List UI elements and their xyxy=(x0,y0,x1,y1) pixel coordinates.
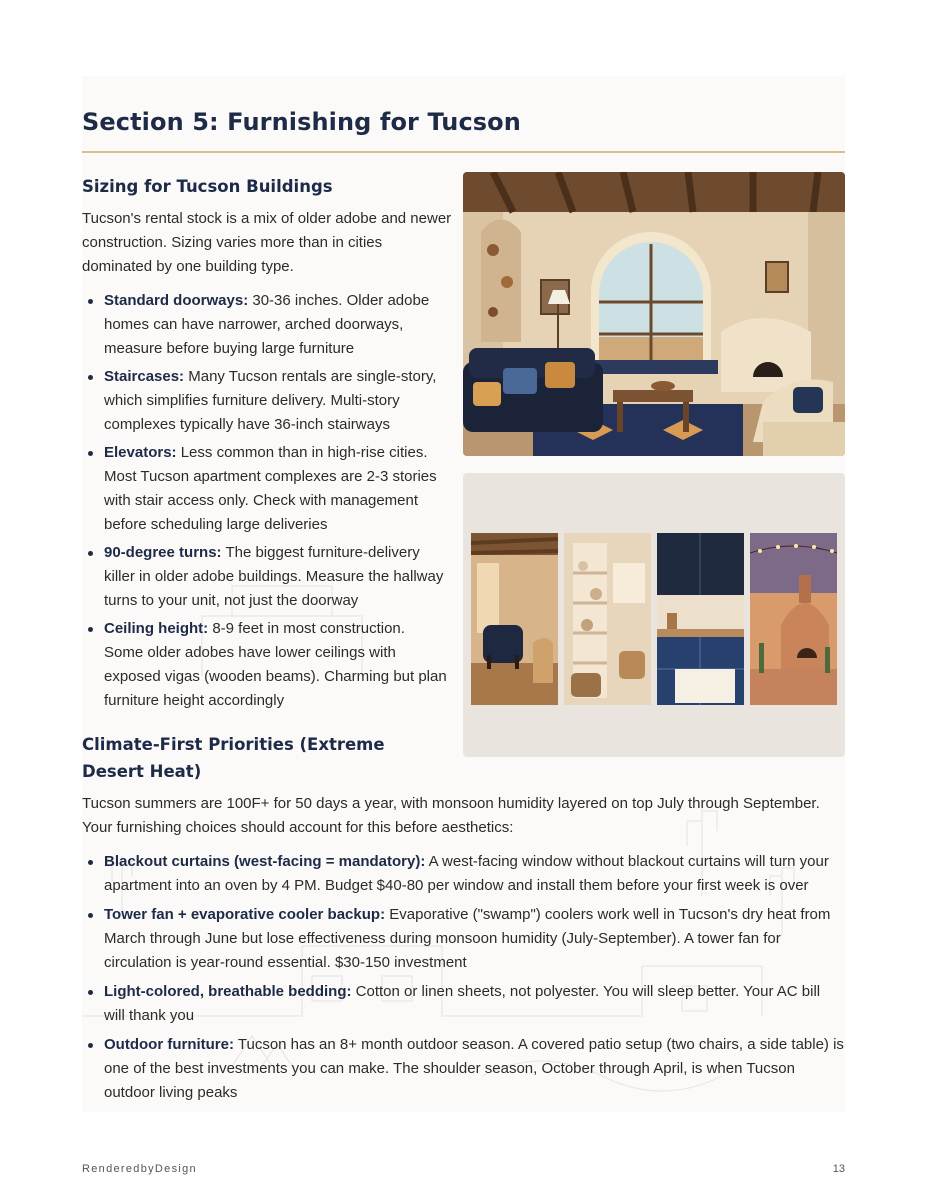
climate-list xyxy=(82,850,844,1110)
page-title: Section 5: Furnishing for Tucson xyxy=(82,108,521,136)
item-text: A west-facing window without blackout curtains will turn your apartment into an oven by 4 PM. Budget $40-80 per window and install them before your first week is over xyxy=(104,853,829,894)
item-label: 90-degree turns: xyxy=(104,544,222,561)
page-number: 13 xyxy=(832,1163,845,1175)
item-text: 30-36 inches. Older adobe homes can have narrower, arched doorways, measure before buying large furniture xyxy=(104,292,430,357)
living-room-photo xyxy=(463,172,845,456)
item-label: Staircases: xyxy=(104,368,185,385)
climate-intro: Tucson summers are 100F+ for 50 days a year, with monsoon humidity layered on top July through September. Your furnishing choices should account for this before aesthetics: xyxy=(82,795,820,836)
list-item xyxy=(82,903,844,975)
collage-panel-patio xyxy=(750,533,837,705)
collage-panel-reading-nook xyxy=(471,533,558,705)
list-item xyxy=(82,1033,844,1105)
item-label: Light-colored, breathable bedding: xyxy=(104,983,352,1000)
list-item xyxy=(82,617,448,713)
item-label: Ceiling height: xyxy=(104,620,209,637)
list-item xyxy=(82,441,448,537)
list-item xyxy=(82,980,844,1028)
list-item xyxy=(82,850,844,898)
item-text: Tucson has an 8+ month outdoor season. A covered patio setup (two chairs, a side table) is one of the best investments you can make. The shoulder season, October through April, is when Tucson outdoor living peaks xyxy=(104,1036,844,1101)
item-text: Less common than in high-rise cities. Most Tucson apartment complexes are 2-3 stories with stair access only. Check with management before scheduling large deliveries xyxy=(104,444,437,533)
item-label: Tower fan + evaporative cooler backup: xyxy=(104,906,386,923)
item-text: Many Tucson rentals are single-story, which simplifies furniture delivery. Multi-story complexes typically have 36-inch stairways xyxy=(104,368,437,433)
list-item xyxy=(82,365,448,437)
item-label: Elevators: xyxy=(104,444,177,461)
collage-panel-kitchen xyxy=(657,533,744,705)
list-item xyxy=(82,289,448,361)
title-divider xyxy=(82,151,845,153)
item-text: The biggest furniture-delivery killer in older adobe buildings. Measure the hallway turns to your unit, not just the doorway xyxy=(104,544,444,609)
climate-heading: Climate-First Priorities (Extreme Desert Heat) xyxy=(82,735,385,781)
list-item xyxy=(82,541,448,613)
collage-panel-niche-shelves xyxy=(564,533,651,705)
item-label: Outdoor furniture: xyxy=(104,1036,234,1053)
tucson-collage-photo xyxy=(463,473,845,757)
item-label: Standard doorways: xyxy=(104,292,249,309)
item-label: Blackout curtains (west-facing = mandatory): xyxy=(104,853,426,870)
item-text: 8-9 feet in most construction. Some older adobes have lower ceilings with exposed vigas (wooden beams). Charming but plan furniture height accordingly xyxy=(104,620,447,709)
footer-brand: RenderedbyDesign xyxy=(82,1163,197,1175)
sizing-intro: Tucson's rental stock is a mix of older adobe and newer construction. Sizing varies more than in cities dominated by one building type. xyxy=(82,210,452,275)
item-text: Evaporative ("swamp") coolers work well in Tucson's dry heat from March through June but lose effectiveness during monsoon humidity (July-September). A tower fan for circulation is year-round essential. $30-150 investment xyxy=(104,906,831,971)
sizing-heading: Sizing for Tucson Buildings xyxy=(82,177,333,196)
sizing-list xyxy=(82,289,448,717)
item-text: Cotton or linen sheets, not polyester. You will sleep better. Your AC bill will thank you xyxy=(104,983,821,1024)
